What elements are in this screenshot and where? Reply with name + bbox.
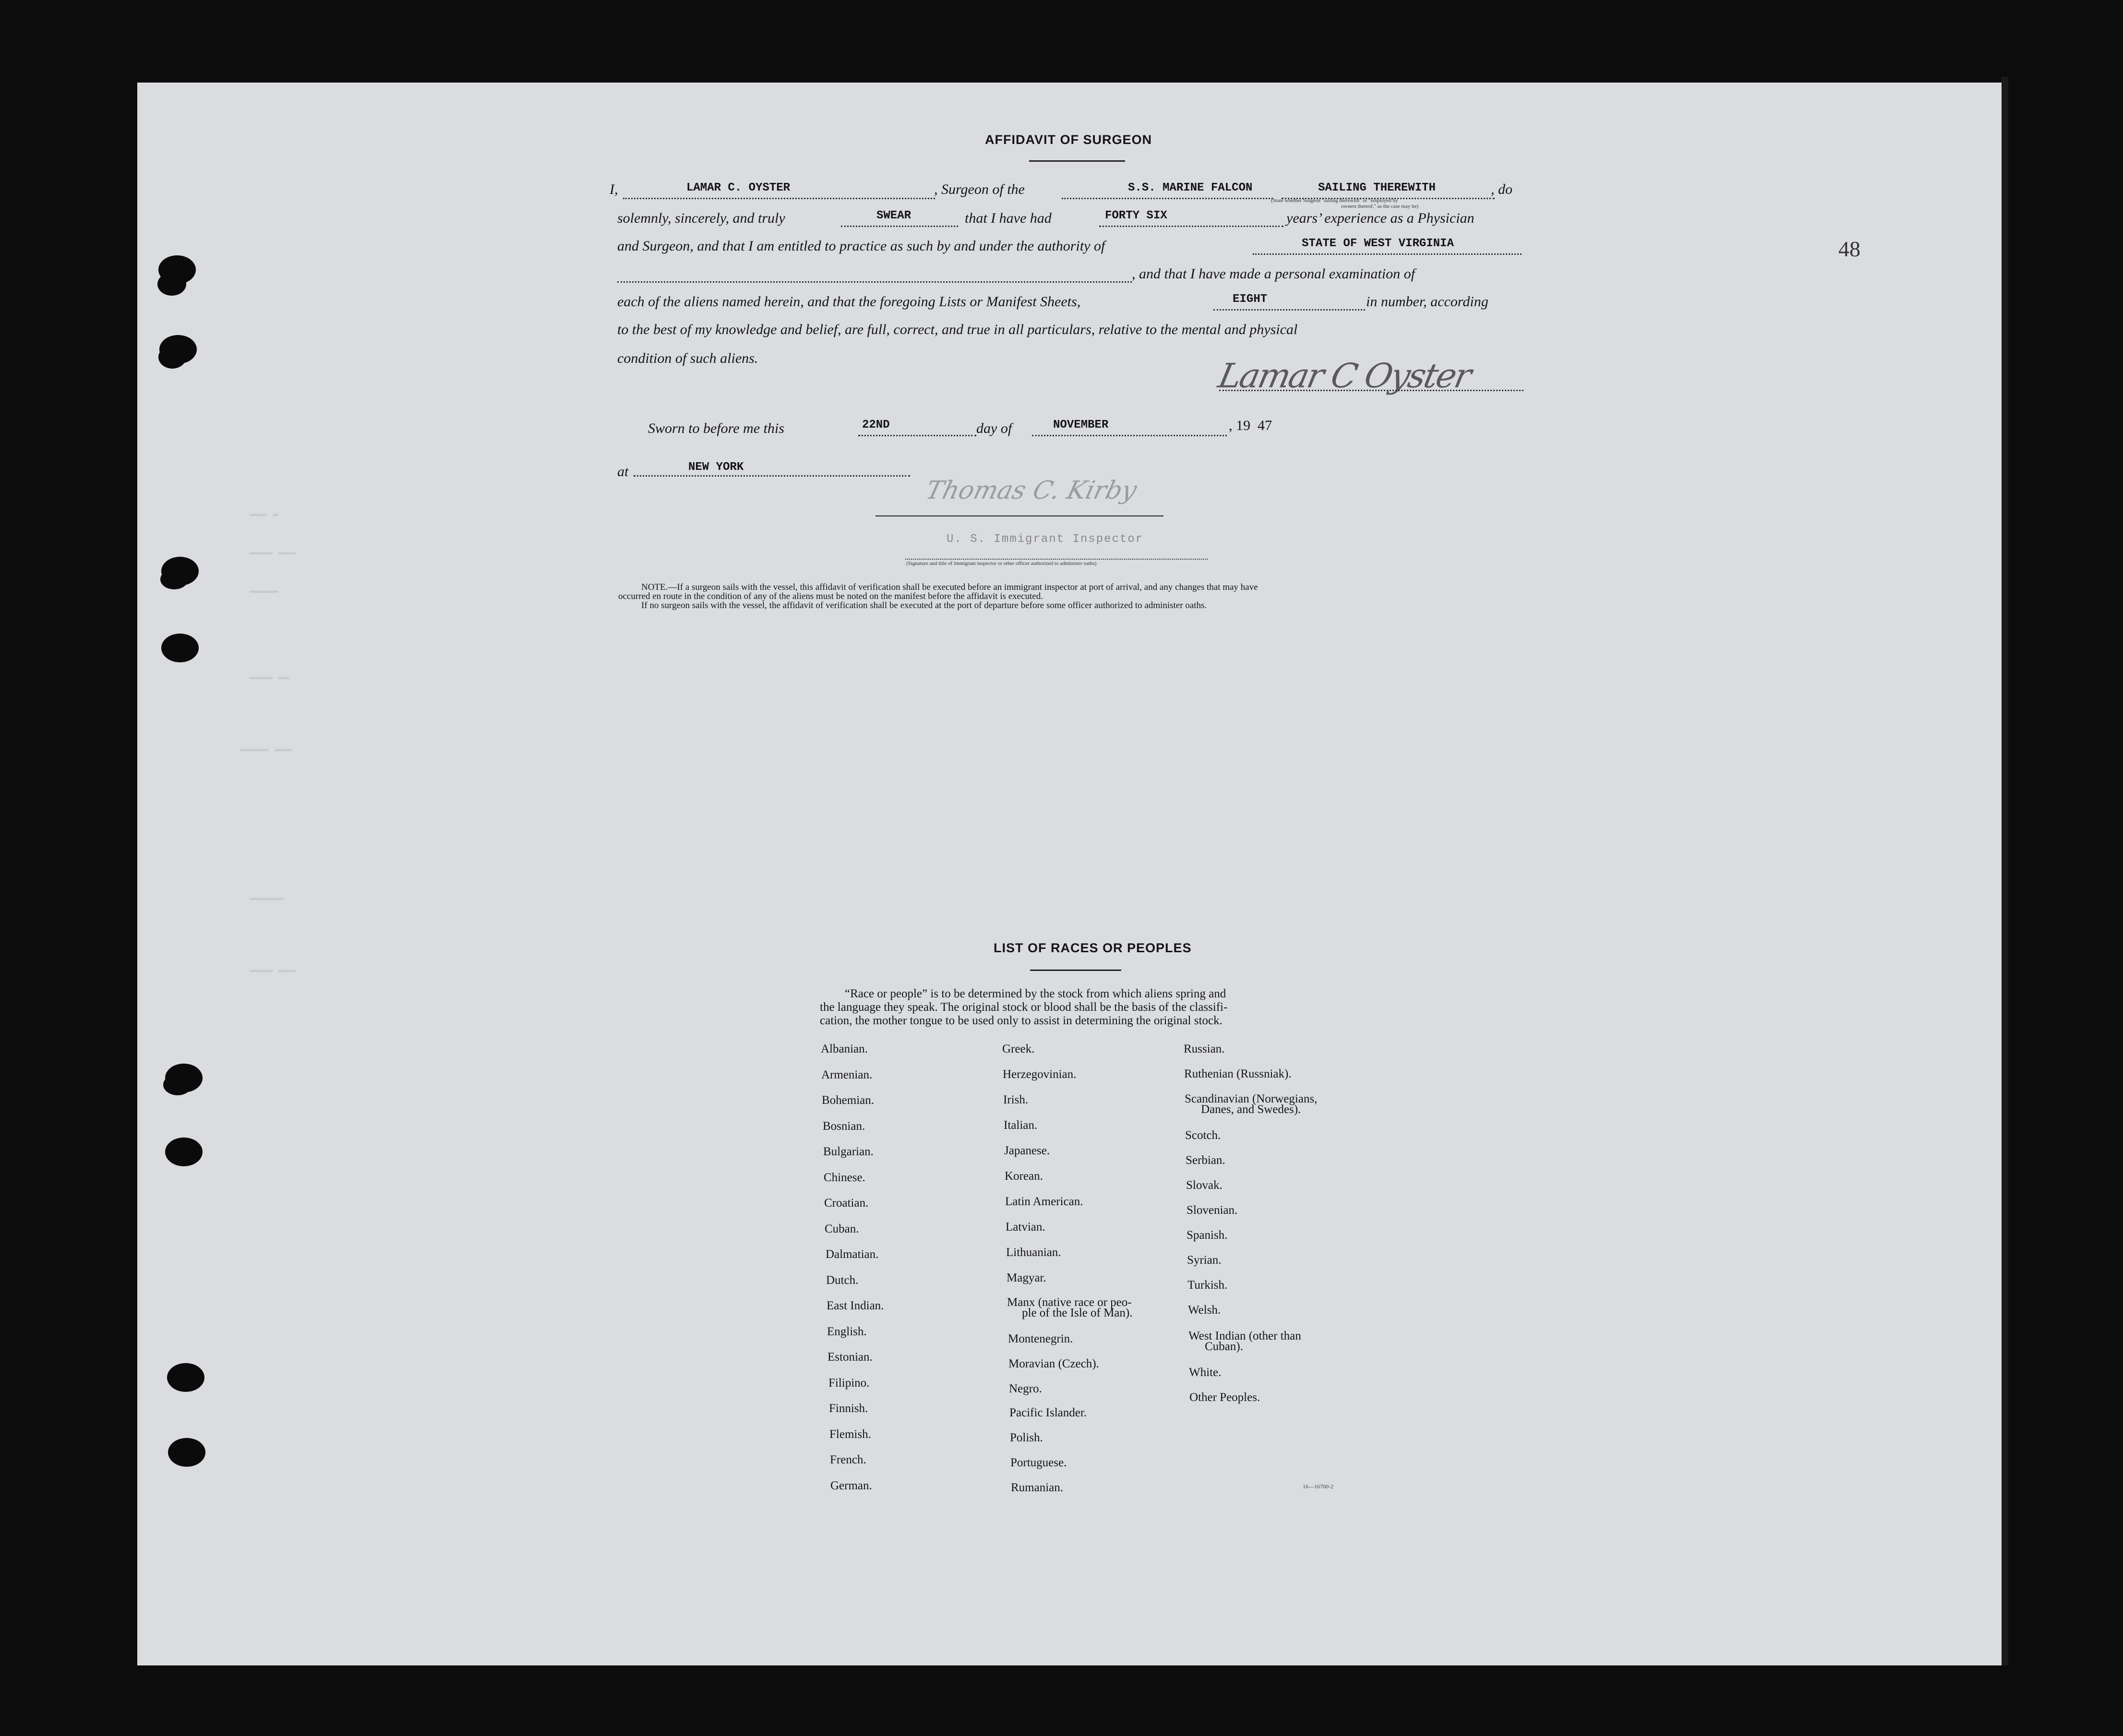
capacity-note-2: owners thereof," as the case may be) (1341, 204, 1419, 209)
affidavit-line1-surgeon-of: , Surgeon of the (934, 181, 1025, 197)
race-item: Scotch. (1185, 1129, 1221, 1142)
affidavit-line4: , and that I have made a personal examination of (1132, 266, 1415, 282)
race-item: Greek. (1002, 1042, 1035, 1055)
race-item: Dutch. (826, 1273, 859, 1287)
bleed-through-mark: ▬▬▬▬▬ (250, 586, 279, 597)
bleed-through-mark: ▬▬▬ ▬ (250, 509, 279, 520)
at-label: at (617, 464, 629, 479)
binder-hole (158, 346, 186, 369)
race-item: Spanish. (1187, 1229, 1228, 1242)
binder-hole (168, 1438, 205, 1467)
races-intro-2: the language they speak. The original stock or blood shall be the basis of the classifi- (820, 1001, 1228, 1014)
oath-line (841, 226, 958, 227)
binder-hole (167, 1363, 204, 1392)
race-item: Flemish. (829, 1427, 871, 1441)
race-item: Filipino. (828, 1376, 870, 1389)
affidavit-line5-post: in number, according (1366, 294, 1488, 310)
sworn-month-line (1032, 435, 1227, 436)
affidavit-line1-do: , do (1491, 181, 1512, 197)
sworn-pre: Sworn to before me this (648, 420, 784, 436)
race-item: English. (827, 1325, 867, 1338)
affidavit-line2-pre: solemnly, sincerely, and truly (617, 210, 785, 226)
race-item: White. (1189, 1366, 1222, 1379)
race-item: Irish. (1003, 1093, 1029, 1106)
race-item: Moravian (Czech). (1008, 1357, 1099, 1370)
race-item: Lithuanian. (1006, 1246, 1061, 1259)
race-item: Magyar. (1007, 1271, 1046, 1284)
document-sheet (137, 83, 2002, 1665)
race-item: German. (830, 1479, 872, 1492)
race-item: French. (830, 1453, 866, 1466)
race-item: Negro. (1009, 1382, 1042, 1395)
race-item: Herzegovinian. (1003, 1068, 1077, 1081)
vessel-value: S.S. MARINE FALCON (1128, 181, 1253, 194)
affidavit-note-3: If no surgeon sails with the vessel, the affidavit of verification shall be executed at the port of departure before some officer authorized to administer oaths. (641, 600, 1207, 611)
race-item: Cuban). (1205, 1340, 1243, 1353)
oath-value: SWEAR (876, 209, 912, 222)
race-item: Bohemian. (822, 1094, 875, 1107)
race-item: Slovak. (1186, 1179, 1223, 1192)
race-item: Korean. (1005, 1170, 1043, 1183)
race-item: Rumanian. (1011, 1481, 1064, 1494)
binder-hole (165, 1137, 203, 1166)
bleed-through-mark: ▬▬▬▬ ▬▬▬ (250, 965, 296, 976)
race-item: Chinese. (824, 1171, 865, 1184)
race-item: Dalmatian. (826, 1248, 879, 1261)
years-value: FORTY SIX (1105, 209, 1167, 222)
title-underline (1029, 160, 1125, 162)
affidavit-note-2: occurred en route in the condition of any of the aliens must be noted on the manifest before the affidavit is executed. (618, 591, 1043, 601)
at-place-line (634, 475, 910, 477)
bleed-through-mark: ▬▬▬▬▬ ▬▬▬ (240, 744, 292, 755)
authority-line-2 (617, 281, 1132, 283)
races-title: LIST OF RACES OR PEOPLES (994, 941, 1192, 955)
sworn-month-value: NOVEMBER (1053, 419, 1109, 431)
race-item: Manx (native race or peo- (1007, 1296, 1132, 1309)
races-intro-3: cation, the mother tongue to be used only to assist in determining the original stock. (820, 1014, 1223, 1027)
race-item: Danes, and Swedes). (1201, 1103, 1301, 1116)
affidavit-line2-post: years’ experience as a Physician (1286, 210, 1475, 226)
count-value: EIGHT (1233, 293, 1268, 306)
race-item: Croatian. (824, 1197, 869, 1209)
race-item: Polish. (1010, 1431, 1043, 1444)
at-place-value: NEW YORK (688, 461, 744, 474)
inspector-caption: (Signature and title of immigrant inspector or other officer authorized to administer oaths) (906, 561, 1097, 566)
race-item: Other Peoples. (1189, 1391, 1260, 1404)
years-line (1099, 226, 1283, 227)
bleed-through-mark: ▬▬▬▬ ▬▬▬ (250, 547, 296, 558)
inspector-title-line (905, 559, 1208, 560)
race-item: Albanian. (821, 1042, 868, 1055)
race-item: Syrian. (1187, 1254, 1222, 1267)
race-item: Ruthenian (Russniak). (1184, 1067, 1292, 1080)
sheet-edge-shadow (2002, 77, 2008, 1665)
race-item: Cuban. (825, 1222, 859, 1235)
vessel-line (1062, 198, 1273, 199)
sworn-year-prefix: , 19 (1229, 418, 1250, 433)
race-item: Welsh. (1188, 1304, 1221, 1317)
race-item: Bosnian. (823, 1119, 865, 1133)
race-item: Bulgarian. (823, 1145, 874, 1158)
sworn-day-of: day of (976, 420, 1012, 436)
race-item: Estonian. (828, 1351, 873, 1364)
race-item: Latin American. (1005, 1195, 1083, 1208)
authority-value: STATE OF WEST VIRGINIA (1302, 237, 1454, 250)
capacity-note-1: (State whether Surgeon "sailing therewith" or "employed by (1271, 198, 1398, 204)
race-item: Italian. (1004, 1119, 1038, 1132)
race-item: Serbian. (1186, 1154, 1225, 1167)
surgeon-signature: Lamar C Oyster (1215, 356, 1474, 395)
binder-hole (163, 1074, 192, 1095)
race-item: Russian. (1184, 1042, 1225, 1055)
race-item: Portuguese. (1010, 1456, 1067, 1469)
surgeon-name-line (623, 198, 935, 199)
races-title-underline (1030, 970, 1121, 971)
inspector-signature: Thomas C. Kirby (923, 476, 1140, 505)
affidavit-line3-pre: and Surgeon, and that I am entitled to practice as such by and under the authority of (617, 238, 1105, 254)
capacity-value: SAILING THEREWITH (1318, 181, 1436, 194)
inspector-signature-line (876, 515, 1163, 516)
affidavit-note-1: NOTE.—If a surgeon sails with the vessel, this affidavit of verification shall be executed before an immigrant inspector at port of arrival, and any changes that may have (641, 582, 1258, 592)
count-line (1213, 309, 1365, 311)
affidavit-line1-i: I, (610, 181, 618, 197)
sworn-day-line (858, 435, 976, 436)
race-item: ple of the Isle of Man). (1022, 1306, 1133, 1319)
bleed-through-mark: ▬▬▬▬ ▬▬ (250, 672, 290, 683)
race-item: Finnish. (829, 1402, 868, 1415)
binder-hole (160, 569, 188, 589)
race-item: Montenegrin. (1008, 1332, 1073, 1345)
race-item: Japanese. (1004, 1144, 1050, 1157)
binder-hole (157, 273, 186, 296)
sworn-year-suffix: 47 (1258, 418, 1272, 433)
race-item: West Indian (other than (1188, 1329, 1301, 1342)
affidavit-title: AFFIDAVIT OF SURGEON (985, 132, 1152, 147)
affidavit-line2-mid: that I have had (965, 210, 1052, 226)
affidavit-line5-pre: each of the aliens named herein, and that the foregoing Lists or Manifest Sheets, (617, 294, 1081, 310)
page-number: 48 (1838, 237, 1860, 261)
form-code: 16—16700-2 (1303, 1483, 1333, 1490)
race-item: Armenian. (821, 1068, 873, 1081)
race-item: Turkish. (1187, 1279, 1228, 1292)
binder-hole (161, 634, 199, 662)
race-item: Scandinavian (Norwegians, (1185, 1092, 1318, 1105)
bleed-through-mark: ▬▬▬▬▬▬ (250, 893, 285, 904)
affidavit-line6: to the best of my knowledge and belief, are full, correct, and true in all particulars, relative to the mental and physical (617, 322, 1298, 337)
races-intro-1: “Race or people” is to be determined by the stock from which aliens spring and (845, 987, 1226, 1000)
authority-line (1253, 253, 1522, 255)
sworn-day-value: 22ND (862, 419, 890, 431)
inspector-title-stamp: U. S. Immigrant Inspector (947, 533, 1144, 546)
race-item: Slovenian. (1187, 1204, 1238, 1217)
race-item: East Indian. (827, 1299, 884, 1312)
race-item: Pacific Islander. (1009, 1406, 1087, 1419)
affidavit-line7: condition of such aliens. (617, 350, 758, 366)
signature-line (1219, 390, 1523, 391)
race-item: Latvian. (1006, 1221, 1045, 1233)
surgeon-name-value: LAMAR C. OYSTER (686, 181, 791, 194)
